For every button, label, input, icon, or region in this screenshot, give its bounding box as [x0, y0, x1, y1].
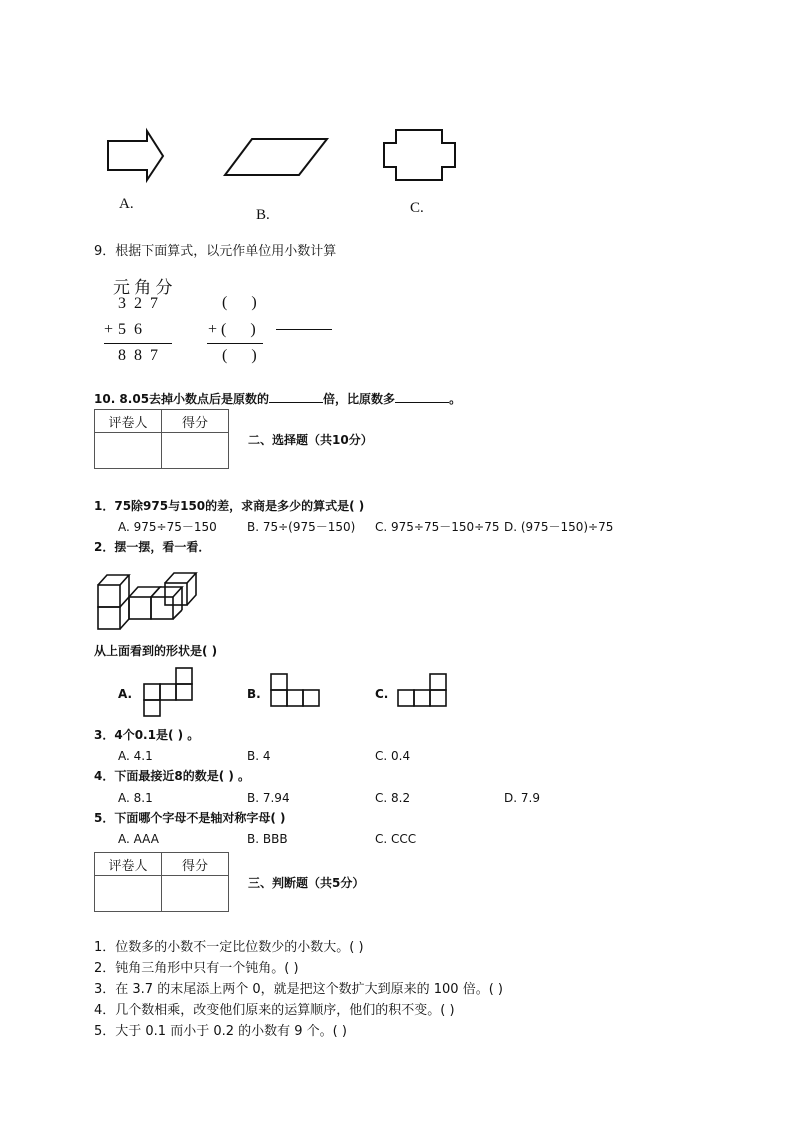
- s2-q1-text: 1．75除975与150的差，求商是多少的算式是( ): [94, 499, 365, 513]
- s3-item-4: 4．几个数相乘，改变他们原来的运算顺序，他们的积不变。( ): [94, 1003, 455, 1018]
- s2-q2-option-b-label[interactable]: B.: [247, 687, 261, 701]
- s2-q4-option-b[interactable]: B. 7.94: [247, 791, 290, 805]
- score-box-section3: [94, 852, 229, 912]
- s2-q4-option-a[interactable]: A. 8.1: [118, 791, 153, 805]
- shape-label-c: C.: [410, 200, 424, 216]
- s3-item-5: 5．大于 0.1 而小于 0.2 的小数有 9 个。( ): [94, 1024, 347, 1039]
- s2-q1-option-a[interactable]: A. 975÷75－150: [118, 520, 217, 534]
- s2-q1-option-d[interactable]: D. (975－150)÷75: [504, 520, 614, 534]
- s2-q2-option-c-label[interactable]: C.: [375, 687, 389, 701]
- q9-text: 9．根据下面算式，以元作单位用小数计算: [94, 244, 337, 259]
- score-box-score-label: 得分: [162, 853, 229, 876]
- section2-title: 二、选择题（共10分）: [248, 433, 373, 447]
- q9-row2-op: +: [104, 321, 114, 338]
- score-box-score-cell[interactable]: [162, 876, 229, 912]
- q10-suffix: 。: [449, 392, 462, 406]
- s2-q2-text: 2．摆一摆，看一看．: [94, 540, 211, 554]
- s3-item-3: 3．在 3.7 的末尾添上两个 0，就是把这个数扩大到原来的 100 倍。( ): [94, 982, 503, 997]
- s2-q1-option-b[interactable]: B. 75÷(975－150): [247, 520, 356, 534]
- s2-q4-text: 4．下面最接近8的数是( ) 。: [94, 769, 251, 783]
- score-box-score-label: 得分: [162, 410, 229, 433]
- s2-q5-option-a[interactable]: A. AAA: [118, 832, 159, 846]
- s2-q5-option-b[interactable]: B. BBB: [247, 832, 288, 846]
- score-box-grader-cell[interactable]: [95, 876, 162, 912]
- q9-units: 元 角 分: [113, 278, 173, 297]
- q10-mid: 倍，比原数多: [323, 392, 396, 406]
- q9-blank-row2[interactable]: + ( ): [208, 321, 256, 338]
- section3-title: 三、判断题（共5分）: [248, 876, 365, 890]
- score-box-grader-label: 评卷人: [95, 410, 162, 433]
- q9-blank-row3[interactable]: ( ): [222, 347, 257, 364]
- s2-q3-text: 3．4个0.1是( ) 。: [94, 728, 200, 742]
- s2-q2-question: 从上面看到的形状是( ): [94, 644, 218, 658]
- q10-prefix: 10. 8.05去掉小数点后是原数的: [94, 392, 270, 406]
- s2-q4-option-d[interactable]: D. 7.9: [504, 791, 540, 805]
- shape-label-b: B.: [256, 207, 270, 223]
- shape-label-a: A.: [119, 196, 134, 212]
- score-box-grader-label: 评卷人: [95, 853, 162, 876]
- s2-q5-option-c[interactable]: C. CCC: [375, 832, 417, 846]
- s3-item-2: 2．钝角三角形中只有一个钝角。( ): [94, 961, 299, 976]
- q9-blank-row1[interactable]: ( ): [222, 294, 257, 311]
- s2-q5-text: 5．下面哪个字母不是轴对称字母( ): [94, 811, 286, 825]
- s2-q3-option-c[interactable]: C. 0.4: [375, 749, 411, 763]
- s2-q3-option-a[interactable]: A. 4.1: [118, 749, 153, 763]
- s2-q2-option-a-label[interactable]: A.: [118, 687, 133, 701]
- q9-row1: 3 2 7: [118, 295, 158, 312]
- s3-item-1: 1．位数多的小数不一定比位数少的小数大。( ): [94, 940, 364, 955]
- q9-row2: 5 6: [118, 321, 142, 338]
- s2-q1-option-c[interactable]: C. 975÷75－150÷75: [375, 520, 500, 534]
- q9-row3: 8 8 7: [118, 347, 158, 364]
- s2-q4-option-c[interactable]: C. 8.2: [375, 791, 411, 805]
- s2-q3-option-b[interactable]: B. 4: [247, 749, 271, 763]
